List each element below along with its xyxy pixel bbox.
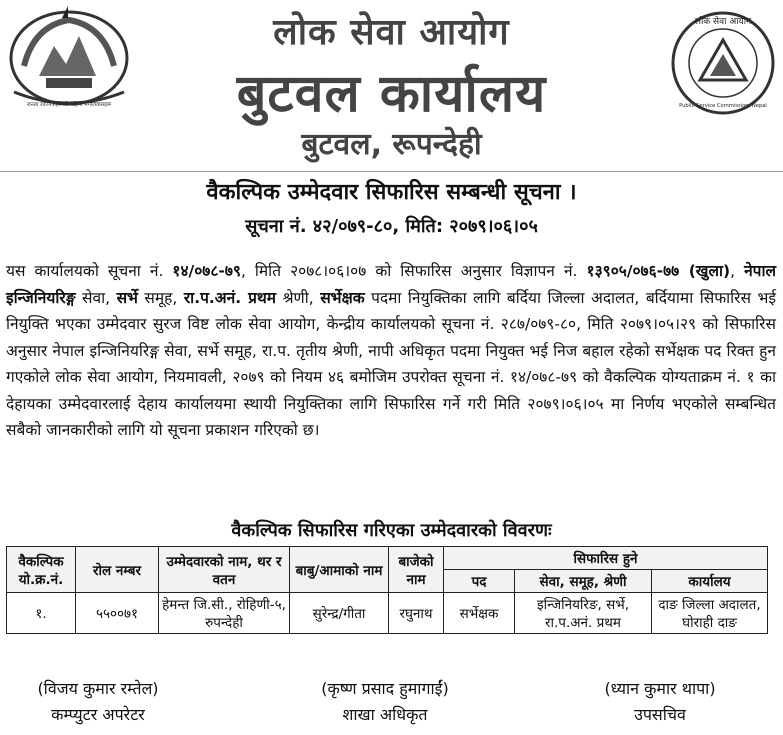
col-parents: बाबु/आमाको नाम: [290, 547, 389, 593]
signatory-name: (विजय कुमार रम्तेल): [37, 679, 159, 698]
col-recommendation: सिफारिस हुने: [444, 547, 768, 570]
table-row: [7, 593, 768, 634]
signatory-name: (ध्यान कुमार थापा): [604, 679, 716, 698]
svg-text:लोक सेवा आयोग: लोक सेवा आयोग: [694, 17, 752, 27]
signature-block: [280, 676, 490, 728]
signatory-name: (कृष्ण प्रसाद हुमागाईं): [321, 679, 449, 698]
cell-office: दाङ जिल्ला अदालत, घोराही दाङ: [652, 593, 768, 634]
notice-body: यस कार्यालयको सूचना नं. १४/०७८-७९, मिति २०७८।०६।०७ को सिफारिस अनुसार विज्ञापन नं. १३९०५/०७६-७७ (खुला), नेपाल इन्जिनियरिङ्ग सेवा, सर्भे समूह, रा.प.अनं. प्रथम श्रेणी, सर्भेक्षक पदमा नियुक्तिका लागि बर्दिया जिल्ला अदालत, बर्दियामा सिफारिस भई नियुक्ति भएका उम्मेदवार सुरज विष्ट लोक सेवा आयोग, केन्द्रीय कार्यालयको सूचना नं. २८७/०७९-८०, मिति २०७९।०५।२९ को सिफारिस अनुसार नेपाल इन्जिनियरिङ्ग सेवा, सर्भे समूह, रा.प. तृतीय श्रेणी, नापी अधिकृत पदमा नियुक्त भई निज बहाल रहेको सर्भेक्षक पद रिक्त हुन गएकोले लोक सेवा आयोग, नियमावली, २०७९ को नियम ४६ बमोजिम उपरोक्त सूचना नं. १४/०७८-७९ को वैकल्पिक योग्यताक्रम नं. १ का देहायका उम्मेदवारलाई देहाय कार्यालयमा स्थायी नियुक्तिका लागि सिफारिस गर्ने गरी मिति २०७९।०६।०५ मा निर्णय भएकोले सम्बन्धित सबैको जानकारीको लागि यो सूचना प्रकाशन गरिएको छ।: [6, 262, 776, 439]
candidate-table: [6, 546, 768, 634]
table-title: वैकल्पिक सिफारिस गरिएका उम्मेदवारको विवरणः: [231, 520, 552, 541]
office-name: बुटवल कार्यालय: [236, 64, 547, 124]
col-roll: रोल नम्बर: [76, 547, 159, 593]
cell-post: सर्भेक्षक: [444, 593, 515, 634]
notice-number: सूचना नं. ४२/०७९-८०, मिति: २०७९।०६।०५: [245, 216, 538, 237]
col-post: पद: [444, 570, 515, 593]
notice-title: वैकल्पिक उम्मेदवार सिफारिस सम्बन्धी सूचना ।: [206, 180, 577, 205]
signatory-title: शाखा अधिकृत: [342, 705, 428, 724]
col-grandfather: बाजेको नाम: [389, 547, 444, 593]
cell-grandfather: रघुनाथ: [389, 593, 444, 634]
signatory-title: उपसचिव: [634, 705, 686, 724]
office-location: बुटवल, रूपन्देही: [301, 127, 482, 162]
col-alt-serial: वैकल्पिक यो.क्र.नं.: [7, 547, 76, 593]
cell-service: इन्जिनियरिङ, सर्भे, रा.प.अनं. प्रथम: [515, 593, 652, 634]
header-divider: [0, 171, 783, 172]
col-name: उम्मेदवारको नाम, थर र वतन: [159, 547, 290, 593]
cell-alt-serial: १.: [7, 593, 76, 634]
cell-name: हेमन्त जि.सी., रोहिणी-५, रुपन्देही: [159, 593, 290, 634]
col-office: कार्यालय: [652, 570, 768, 593]
cell-roll: ५५००७१: [76, 593, 159, 634]
svg-text:जनता राज्यिकहरूको महिमा मगलिवा: जनता राज्यिकहरूको महिमा मगलिवासहरू: [26, 102, 112, 108]
svg-text:Public Service Commission, Nep: Public Service Commission, Nepal: [679, 103, 767, 109]
col-service: सेवा, समूह, श्रेणी: [515, 570, 652, 593]
psc-logo-icon: [670, 10, 776, 116]
cell-parents: सुरेन्द्र/गीता: [290, 593, 389, 634]
signature-block: [560, 676, 760, 728]
letterhead: [0, 0, 783, 170]
signatory-title: कम्प्युटर अपरेटर: [51, 705, 145, 724]
commission-name: लोक सेवा आयोग: [273, 12, 510, 53]
signature-block: [8, 676, 188, 728]
